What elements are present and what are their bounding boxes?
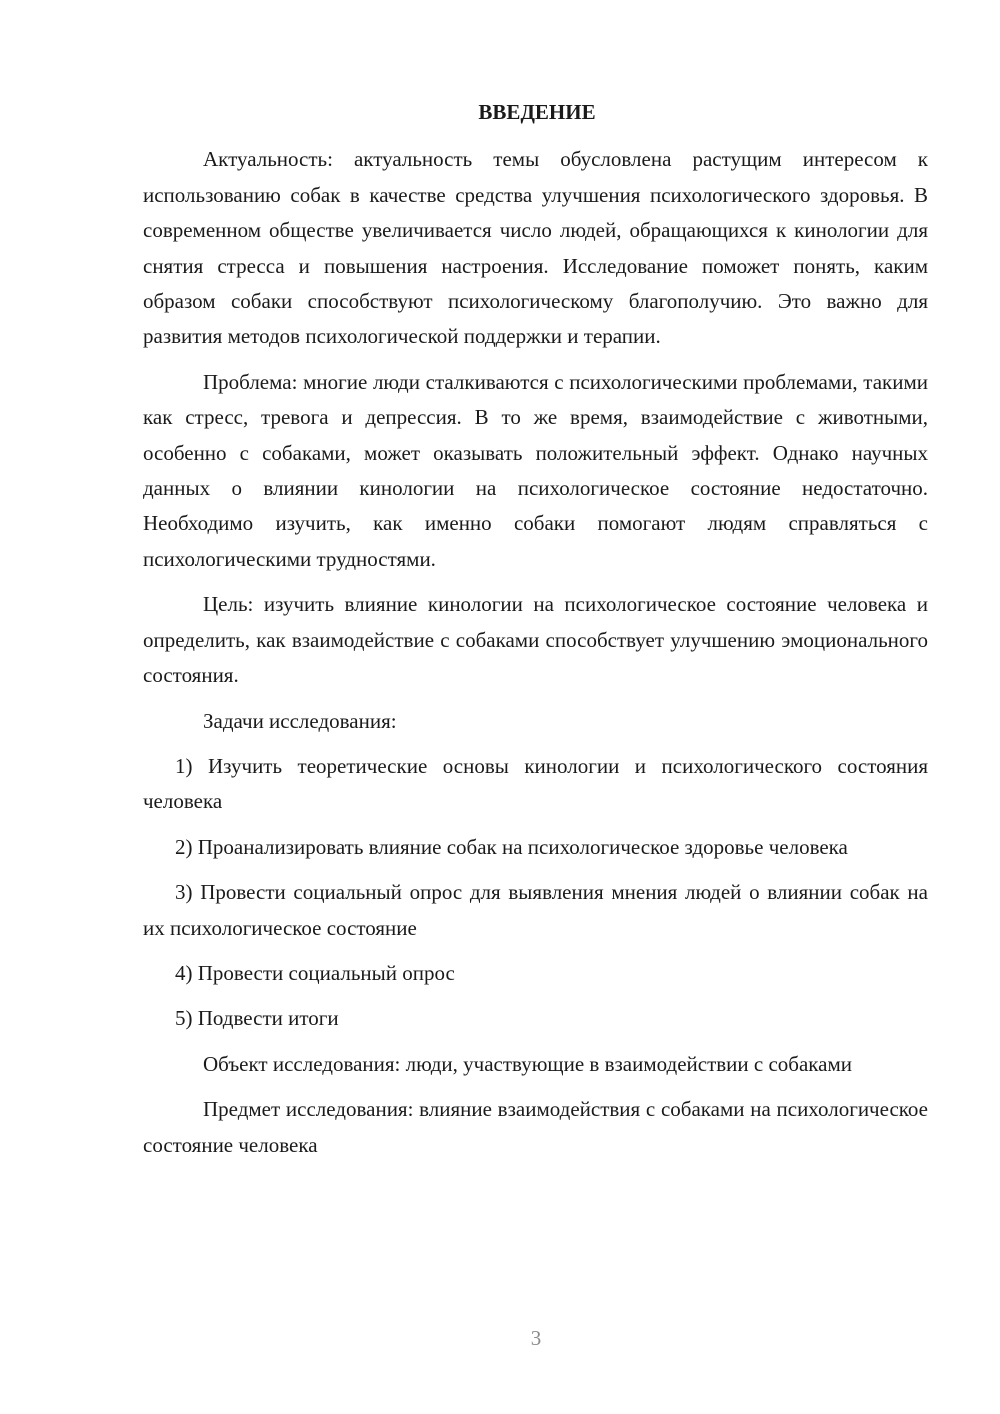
task-item: 5) Подвести итоги — [175, 1006, 339, 1031]
document-page — [143, 95, 928, 1173]
goal-paragraph: Цель: изучить влияние кинологии на психологическое состояние человека и определить, как взаимодействие с собаками способствует улучшению эмоционального состояния. — [143, 592, 928, 688]
task-item: 2) Проанализировать влияние собак на психологическое здоровье человека — [175, 834, 848, 859]
subject-paragraph: Предмет исследования: влияние взаимодействия с собаками на психологическое состояние человека — [143, 1097, 928, 1157]
page-title: ВВЕДЕНИЕ — [478, 100, 596, 124]
relevance-paragraph: Актуальность: актуальность темы обусловлена растущим интересом к использованию собак в качестве средства улучшения психологического здоровья. В современном обществе увеличивается число людей, обращающихся к кинологии для снятия стресса и повышения настроения. Исследование поможет понять, каким образом собаки способствуют психологическому благополучию. Это важно для развития методов психологической поддержки и терапии. — [143, 147, 928, 349]
task-item: 4) Провести социальный опрос — [175, 960, 455, 985]
page-number: 3 — [530, 1326, 542, 1350]
task-item: 3) Провести социальный опрос для выявления мнения людей о влиянии собак на их психологическое состояние — [143, 880, 928, 940]
tasks-heading: Задачи исследования: — [203, 708, 397, 733]
task-item: 1) Изучить теоретические основы кинологии и психологического состояния человека — [143, 753, 928, 814]
problem-paragraph: Проблема: многие люди сталкиваются с психологическими проблемами, такими как стресс, тревога и депрессия. В то же время, взаимодействие с животными, особенно с собаками, может оказывать положительный эффект. Однако научных данных о влиянии кинологии на психологическое состояние недостаточно. Необходимо изучить, как именно собаки помогают людям справляться с психологическими трудностями. — [143, 369, 928, 571]
object-paragraph: Объект исследования: люди, участвующие в взаимодействии с собаками — [203, 1051, 853, 1076]
